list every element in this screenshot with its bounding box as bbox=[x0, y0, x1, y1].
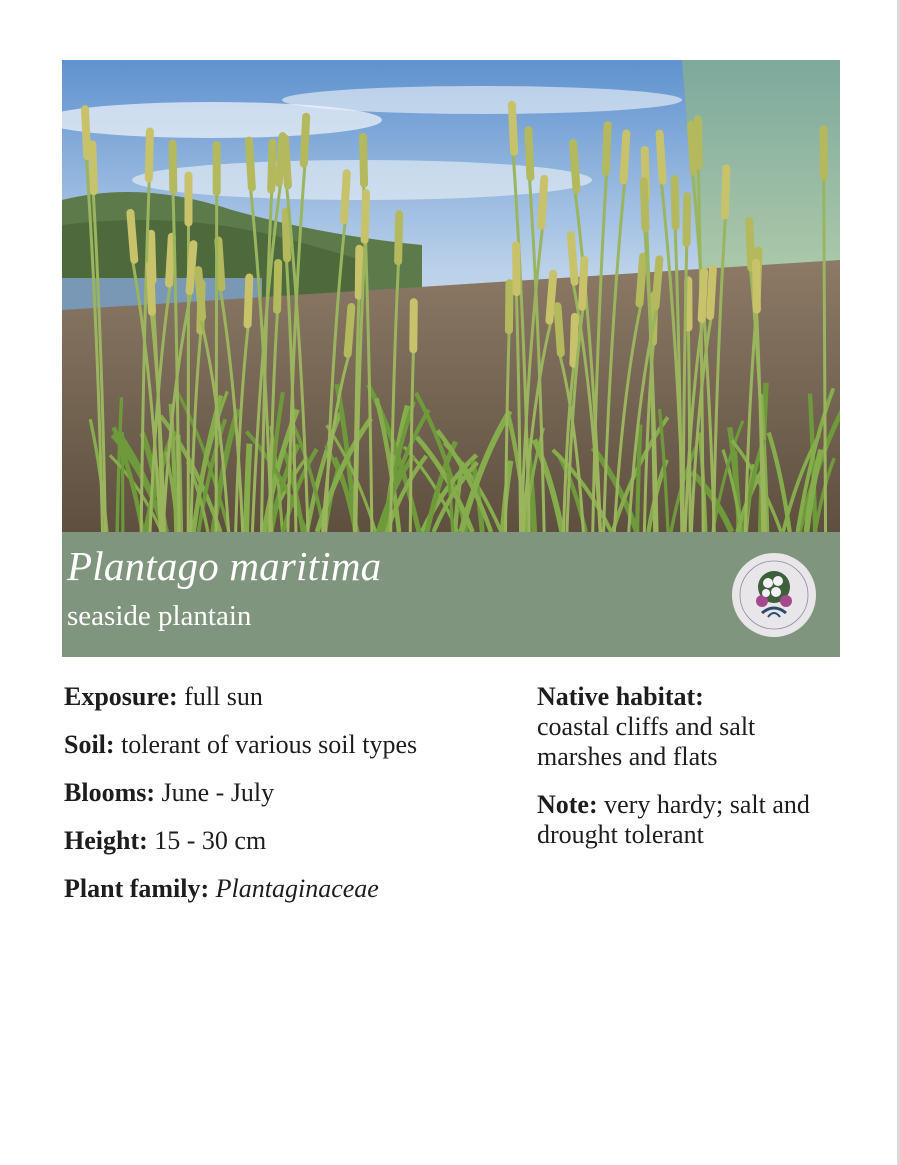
fact-soil bbox=[64, 730, 514, 760]
fact-height bbox=[64, 826, 514, 856]
fact-blooms bbox=[64, 778, 514, 808]
fact-label: Note: bbox=[537, 790, 598, 819]
fact-value: Plantaginaceae bbox=[215, 874, 379, 903]
fact-value: tolerant of various soil types bbox=[121, 730, 418, 759]
botanical-garden-logo-icon bbox=[732, 553, 816, 637]
fact-native-habitat bbox=[537, 682, 837, 772]
facts-left bbox=[64, 682, 514, 922]
fact-label: Plant family: bbox=[64, 874, 210, 903]
fact-value: 15 - 30 cm bbox=[154, 826, 267, 855]
fact-value: very hardy; salt and drought tolerant bbox=[537, 790, 810, 849]
fact-label: Exposure: bbox=[64, 682, 178, 711]
plant-photo bbox=[62, 60, 840, 532]
fact-value: June - July bbox=[161, 778, 275, 807]
fact-plant-family bbox=[64, 874, 514, 904]
fact-exposure bbox=[64, 682, 514, 712]
fact-label: Height: bbox=[64, 826, 148, 855]
common-name: seaside plantain bbox=[67, 600, 252, 632]
facts-right bbox=[537, 682, 837, 868]
plant-illustration bbox=[62, 60, 840, 532]
scientific-name: Plantago maritima bbox=[67, 543, 382, 589]
title-band bbox=[62, 532, 840, 657]
fact-label: Soil: bbox=[64, 730, 115, 759]
fact-value: coastal cliffs and salt marshes and flats bbox=[537, 712, 756, 771]
fact-label: Native habitat: bbox=[537, 682, 704, 711]
fact-value: full sun bbox=[184, 682, 263, 711]
fact-label: Blooms: bbox=[64, 778, 155, 807]
fact-note bbox=[537, 790, 837, 850]
